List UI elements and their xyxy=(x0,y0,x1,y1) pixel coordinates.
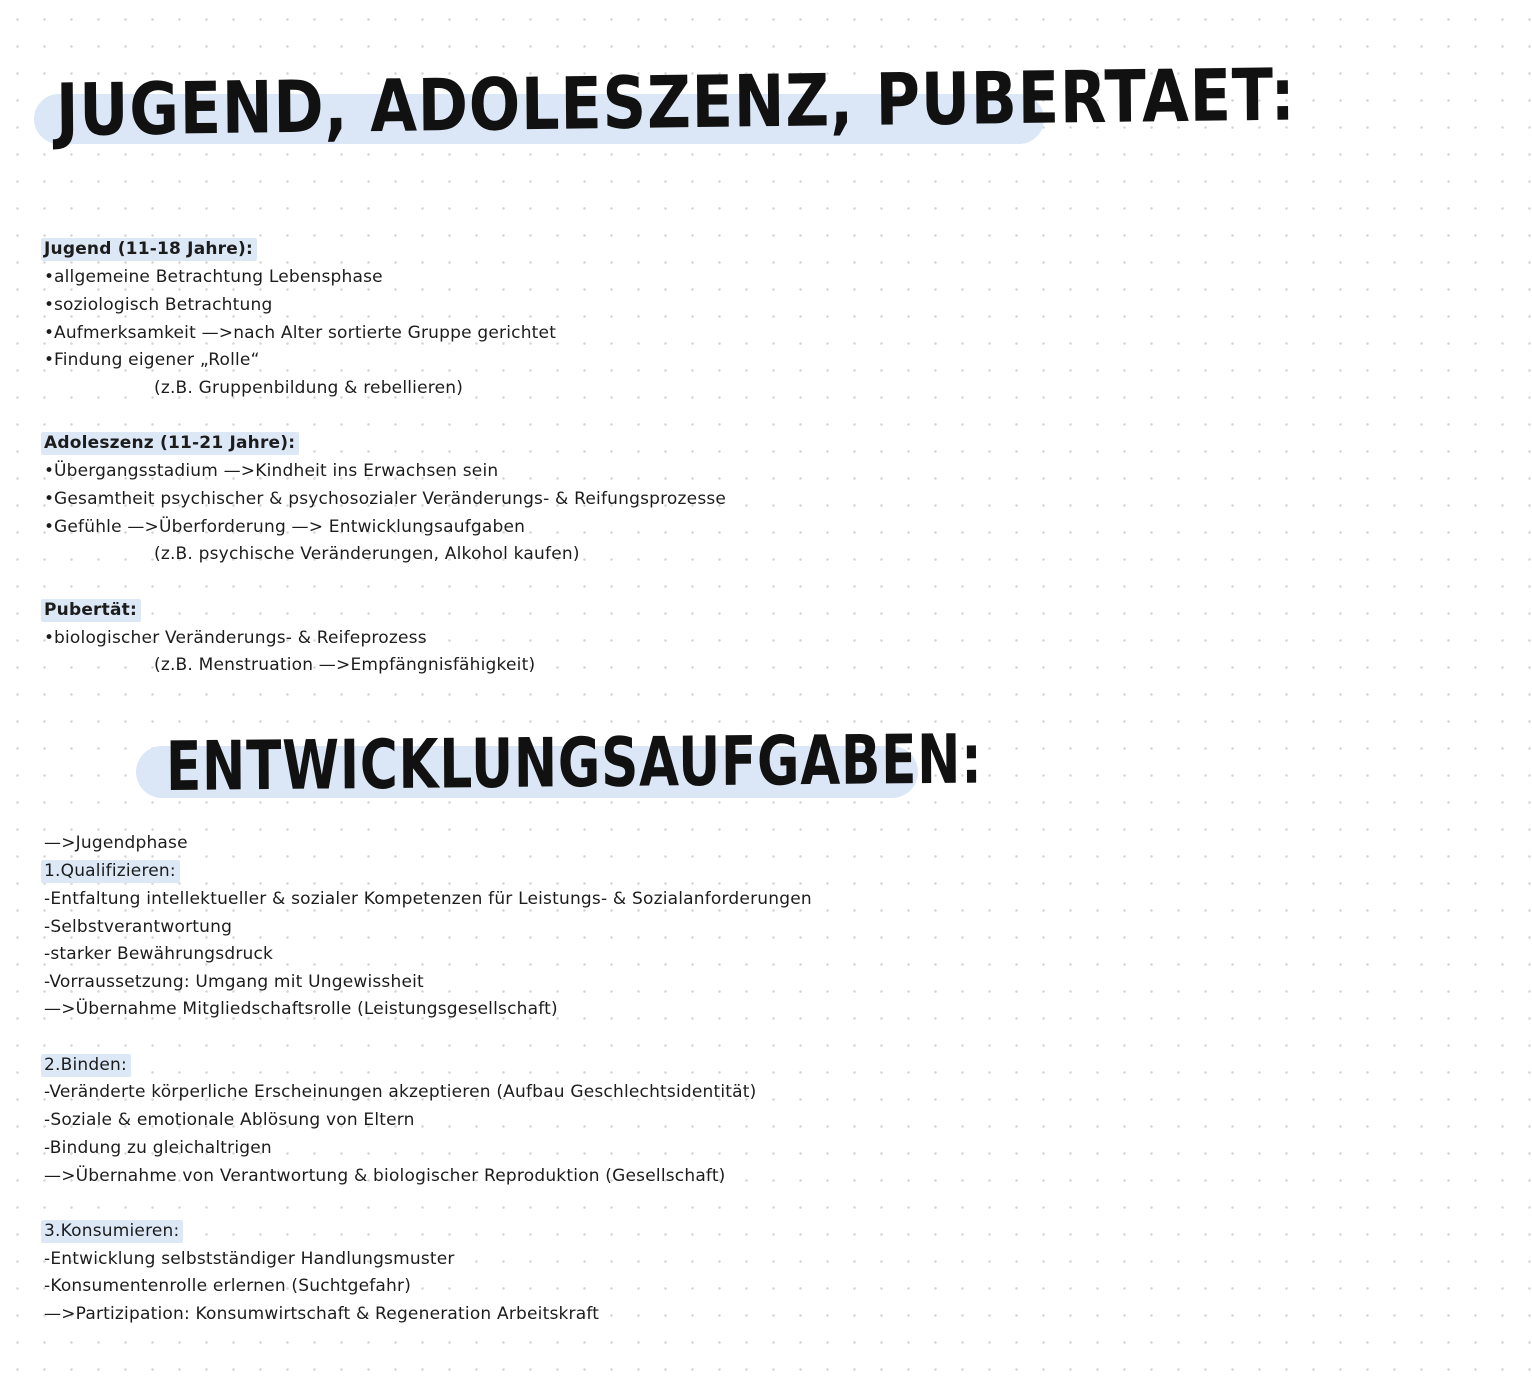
tasks-title-text: ENTWICKLUNGSAUFGABEN: xyxy=(165,720,983,807)
example-text: (z.B. Gruppenbildung & rebellieren) xyxy=(154,378,464,398)
list-item: • soziologisch Betrachtung xyxy=(44,295,272,315)
list-item: -Bindung zu gleichaltrigen xyxy=(44,1138,272,1158)
tasks-title xyxy=(165,720,1241,807)
list-item: —>Partizipation: Konsumwirtschaft & Regeneration Arbeitskraft xyxy=(44,1304,600,1324)
binden-heading: 2.Binden: xyxy=(44,1055,131,1075)
list-item: • Aufmerksamkeit —>nach Alter sortierte Gruppe gerichtet xyxy=(44,323,556,343)
example-text: (z.B. psychische Veränderungen, Alkohol kaufen) xyxy=(154,544,580,564)
section-adoleszenz-heading: Adoleszenz (11-21 Jahre): xyxy=(44,433,299,453)
example-text: (z.B. Menstruation —>Empfängnisfähigkeit) xyxy=(154,655,536,675)
list-item: -Veränderte körperliche Erscheinungen akzeptieren (Aufbau Geschlechtsidentität) xyxy=(44,1082,757,1102)
main-title-text: JUGEND, ADOLESZENZ, PUBERTAET: xyxy=(55,52,1296,152)
list-item: • Übergangsstadium —>Kindheit ins Erwachsen sein xyxy=(44,461,498,481)
list-item: -starker Bewährungsdruck xyxy=(44,944,274,964)
list-item: -Entwicklung selbstständiger Handlungsmuster xyxy=(44,1249,455,1269)
list-item: —>Übernahme Mitgliedschaftsrolle (Leistungsgesellschaft) xyxy=(44,999,558,1019)
qualifizieren-heading: 1.Qualifizieren: xyxy=(44,861,180,881)
list-item: -Entfaltung intellektueller & sozialer Kompetenzen für Leistungs- & Sozialanforderungen xyxy=(44,889,812,909)
section-jugend-heading: Jugend (11-18 Jahre): xyxy=(44,239,257,259)
list-item: • Gesamtheit psychischer & psychosozialer Veränderungs- & Reifungsprozesse xyxy=(44,489,726,509)
list-item: -Vorraussetzung: Umgang mit Ungewissheit xyxy=(44,972,424,992)
list-item: -Konsumentenrolle erlernen (Suchtgefahr) xyxy=(44,1276,412,1296)
list-item: -Soziale & emotionale Ablösung von Eltern xyxy=(44,1110,415,1130)
list-item: • Findung eigener „Rolle“ xyxy=(44,350,260,370)
list-item: • biologischer Veränderungs- & Reifeprozess xyxy=(44,628,427,648)
list-item: -Selbstverantwortung xyxy=(44,917,233,937)
list-item: —>Übernahme von Verantwortung & biologischer Reproduktion (Gesellschaft) xyxy=(44,1166,726,1186)
section-pubertaet-heading: Pubertät: xyxy=(44,600,141,620)
konsumieren-heading: 3.Konsumieren: xyxy=(44,1221,183,1241)
list-item: • Gefühle —>Überforderung —> Entwicklungsaufgaben xyxy=(44,517,525,537)
main-title xyxy=(55,52,1532,152)
tasks-intro: —>Jugendphase xyxy=(44,833,188,853)
list-item: • allgemeine Betrachtung Lebensphase xyxy=(44,267,383,287)
